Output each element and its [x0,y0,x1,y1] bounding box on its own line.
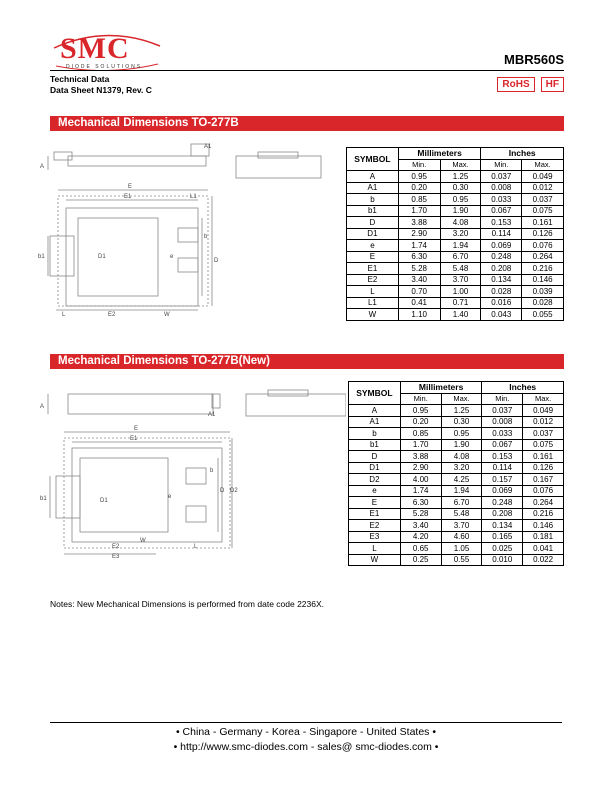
part-number: MBR560S [504,52,564,67]
mm-max-cell: 1.05 [441,543,482,555]
in-max-cell: 0.075 [522,205,564,217]
mm-max-cell: 0.71 [440,297,481,309]
label-L1: L1 [190,194,197,200]
header-rule [50,70,564,71]
in-min-cell: 0.033 [482,428,523,440]
table-row [349,508,564,520]
table-row [349,451,564,463]
symbol-cell: e [347,240,399,252]
table-row [349,474,564,486]
symbol-cell: E2 [349,520,401,532]
table-row [349,405,564,417]
symbol-cell: D [349,451,401,463]
label-A1: A1 [208,412,216,418]
in-min-cell: 0.069 [481,240,522,252]
symbol-cell: E2 [347,274,399,286]
in-max-header: Max. [523,393,564,405]
mm-max-cell: 5.48 [441,508,482,520]
compliance-badges [497,77,564,92]
in-max-cell: 0.126 [523,462,564,474]
label-L: L [194,544,198,550]
in-min-cell: 0.114 [482,462,523,474]
mm-min-cell: 2.90 [400,462,441,474]
table-row [349,428,564,440]
table-row [347,228,564,240]
mm-max-cell: 1.40 [440,309,481,321]
label-W: W [140,538,146,544]
label-A1: A1 [204,144,212,150]
mm-min-cell: 0.95 [398,171,440,183]
symbol-cell: L [347,286,399,298]
mm-min-header: Min. [400,393,441,405]
symbol-cell: e [349,485,401,497]
mm-max-cell: 3.20 [440,228,481,240]
label-D2: D2 [230,488,238,494]
symbol-cell: A [349,405,401,417]
in-max-cell: 0.055 [522,309,564,321]
mm-min-cell: 3.40 [400,520,441,532]
mm-min-cell: 5.28 [400,508,441,520]
mm-max-cell: 1.90 [440,205,481,217]
in-max-cell: 0.037 [522,194,564,206]
mm-min-cell: 3.88 [398,217,440,229]
in-min-cell: 0.008 [481,182,522,194]
table-row [347,205,564,217]
section2-drawing [36,382,346,562]
label-D1: D1 [98,254,106,260]
symbol-cell: W [347,309,399,321]
label-A: A [40,164,45,170]
mm-min-cell: 0.25 [400,554,441,566]
hf-badge: HF [541,77,564,92]
mm-min-cell: 1.74 [398,240,440,252]
tech-line-1: Technical Data [50,74,110,84]
symbol-header: SYMBOL [349,382,401,405]
label-E1: E1 [130,436,138,442]
inches-header: Inches [481,148,564,160]
label-E2: E2 [112,544,120,550]
in-max-cell: 0.181 [523,531,564,543]
in-max-cell: 0.049 [523,405,564,417]
label-b: b [210,468,214,474]
in-min-cell: 0.134 [482,520,523,532]
in-min-cell: 0.067 [482,439,523,451]
in-max-cell: 0.049 [522,171,564,183]
table-row [349,531,564,543]
mm-min-cell: 0.85 [398,194,440,206]
mm-max-cell: 3.20 [441,462,482,474]
symbol-cell: E1 [347,263,399,275]
in-max-cell: 0.167 [523,474,564,486]
mm-min-cell: 0.95 [400,405,441,417]
section2-title: Mechanical Dimensions TO-277B(New) [50,354,564,369]
in-min-cell: 0.248 [482,497,523,509]
in-min-cell: 0.043 [481,309,522,321]
label-D1: D1 [100,498,108,504]
section1-title: Mechanical Dimensions TO-277B [50,116,564,131]
in-min-cell: 0.248 [481,251,522,263]
side-profile-body [68,156,206,166]
table-row [349,497,564,509]
company-logo [52,30,162,70]
mm-max-cell: 4.25 [441,474,482,486]
table-row [347,297,564,309]
in-max-cell: 0.161 [522,217,564,229]
millimeters-header: Millimeters [400,382,482,394]
label-W: W [164,312,170,318]
in-max-header: Max. [522,159,564,171]
section1-dimension-table [346,147,564,321]
label-E: E [134,426,139,432]
mm-max-cell: 1.94 [440,240,481,252]
in-min-cell: 0.037 [482,405,523,417]
in-min-header: Min. [481,159,522,171]
technical-data-block [50,74,152,96]
in-max-cell: 0.028 [522,297,564,309]
label-D: D [220,488,225,494]
label-b: b [204,234,208,240]
in-max-cell: 0.264 [523,497,564,509]
mm-min-cell: 3.40 [398,274,440,286]
symbol-cell: E [347,251,399,263]
mm-max-cell: 0.95 [441,428,482,440]
table-row [349,439,564,451]
in-min-cell: 0.157 [482,474,523,486]
label-D: D [214,258,219,264]
millimeters-header: Millimeters [398,148,481,160]
table-row [347,171,564,183]
mm-min-cell: 0.20 [400,416,441,428]
mm-max-cell: 1.25 [440,171,481,183]
in-max-cell: 0.146 [523,520,564,532]
symbol-cell: D2 [349,474,401,486]
symbol-cell: L [349,543,401,555]
mm-max-cell: 0.55 [441,554,482,566]
symbol-cell: b1 [347,205,399,217]
mm-min-cell: 1.70 [398,205,440,217]
table-row [347,263,564,275]
in-min-cell: 0.010 [482,554,523,566]
mm-min-cell: 0.70 [398,286,440,298]
inches-header: Inches [482,382,564,394]
in-min-cell: 0.114 [481,228,522,240]
in-min-cell: 0.033 [481,194,522,206]
symbol-cell: D1 [349,462,401,474]
mm-min-cell: 3.88 [400,451,441,463]
in-max-cell: 0.161 [523,451,564,463]
in-max-cell: 0.037 [523,428,564,440]
in-min-cell: 0.025 [482,543,523,555]
mm-min-cell: 1.74 [400,485,441,497]
mm-max-cell: 5.48 [440,263,481,275]
mm-min-cell: 0.85 [400,428,441,440]
table-row [347,286,564,298]
in-max-cell: 0.075 [523,439,564,451]
mm-min-cell: 5.28 [398,263,440,275]
label-E: E [128,184,133,190]
symbol-cell: L1 [347,297,399,309]
symbol-cell: D [347,217,399,229]
in-max-cell: 0.146 [522,274,564,286]
label-E3: E3 [112,554,120,560]
table-row [347,182,564,194]
table-row [349,554,564,566]
mm-max-cell: 1.90 [441,439,482,451]
table-row [349,520,564,532]
mm-max-cell: 3.70 [440,274,481,286]
mm-max-cell: 4.08 [440,217,481,229]
mm-min-header: Min. [398,159,440,171]
symbol-cell: A1 [347,182,399,194]
label-E1: E1 [124,194,132,200]
in-max-cell: 0.012 [523,416,564,428]
mm-min-cell: 4.00 [400,474,441,486]
symbol-cell: b [349,428,401,440]
in-max-cell: 0.012 [522,182,564,194]
notes-text: Notes: New Mechanical Dimensions is performed from date code 2236X. [50,599,325,609]
in-min-cell: 0.208 [482,508,523,520]
rohs-badge: RoHS [497,77,534,92]
symbol-cell: E1 [349,508,401,520]
table-row [349,416,564,428]
in-max-cell: 0.216 [522,263,564,275]
label-L: L [62,312,66,318]
symbol-cell: b [347,194,399,206]
symbol-cell: D1 [347,228,399,240]
in-min-cell: 0.165 [482,531,523,543]
label-E2: E2 [108,312,116,318]
logo-text: SMC [60,32,130,65]
table-row [347,251,564,263]
tech-line-2: Data Sheet N1379, Rev. C [50,85,152,95]
mm-min-cell: 2.90 [398,228,440,240]
label-b1: b1 [38,254,45,260]
in-min-cell: 0.028 [481,286,522,298]
label-b1: b1 [40,496,47,502]
in-max-cell: 0.216 [523,508,564,520]
symbol-cell: E3 [349,531,401,543]
table-row [347,309,564,321]
in-min-cell: 0.153 [481,217,522,229]
logo-subtitle: DIODE SOLUTIONS [66,64,143,70]
mm-min-cell: 1.10 [398,309,440,321]
table-row [349,485,564,497]
mm-max-cell: 3.70 [441,520,482,532]
mm-max-cell: 6.70 [441,497,482,509]
mm-min-cell: 0.41 [398,297,440,309]
footer-countries: • China - Germany - Korea - Singapore - United States • [175,726,437,738]
in-min-cell: 0.067 [481,205,522,217]
table-row [347,240,564,252]
symbol-header: SYMBOL [347,148,399,171]
mm-max-header: Max. [441,393,482,405]
in-min-cell: 0.134 [481,274,522,286]
table-row [349,462,564,474]
mm-max-cell: 4.08 [441,451,482,463]
in-min-cell: 0.208 [481,263,522,275]
in-min-cell: 0.016 [481,297,522,309]
table-row [349,543,564,555]
label-e: e [170,254,174,260]
mm-max-cell: 6.70 [440,251,481,263]
label-A: A [40,404,45,410]
mm-max-cell: 1.00 [440,286,481,298]
mm-max-header: Max. [440,159,481,171]
table-row [347,274,564,286]
symbol-cell: A1 [349,416,401,428]
in-min-cell: 0.069 [482,485,523,497]
in-min-cell: 0.153 [482,451,523,463]
table-row [347,217,564,229]
table-row [347,194,564,206]
mm-max-cell: 1.25 [441,405,482,417]
symbol-cell: b1 [349,439,401,451]
in-max-cell: 0.039 [522,286,564,298]
symbol-cell: A [347,171,399,183]
mm-max-cell: 1.94 [441,485,482,497]
in-min-cell: 0.037 [481,171,522,183]
symbol-cell: W [349,554,401,566]
in-max-cell: 0.126 [522,228,564,240]
mm-max-cell: 0.30 [440,182,481,194]
in-max-cell: 0.076 [522,240,564,252]
mm-min-cell: 4.20 [400,531,441,543]
mm-max-cell: 0.95 [440,194,481,206]
in-max-cell: 0.022 [523,554,564,566]
mm-max-cell: 0.30 [441,416,482,428]
mm-min-cell: 0.65 [400,543,441,555]
symbol-cell: E [349,497,401,509]
in-min-header: Min. [482,393,523,405]
in-max-cell: 0.041 [523,543,564,555]
footer-rule [50,722,562,723]
mm-min-cell: 1.70 [400,439,441,451]
section2-dimension-table [348,381,564,566]
in-max-cell: 0.076 [523,485,564,497]
mm-min-cell: 6.30 [400,497,441,509]
in-min-cell: 0.008 [482,416,523,428]
mm-min-cell: 0.20 [398,182,440,194]
label-e: e [168,494,172,500]
footer-contact: • http://www.smc-diodes.com - sales@ smc-diodes.com • [173,741,439,753]
mm-min-cell: 6.30 [398,251,440,263]
mm-max-cell: 4.60 [441,531,482,543]
section1-drawing [36,138,346,318]
in-max-cell: 0.264 [522,251,564,263]
